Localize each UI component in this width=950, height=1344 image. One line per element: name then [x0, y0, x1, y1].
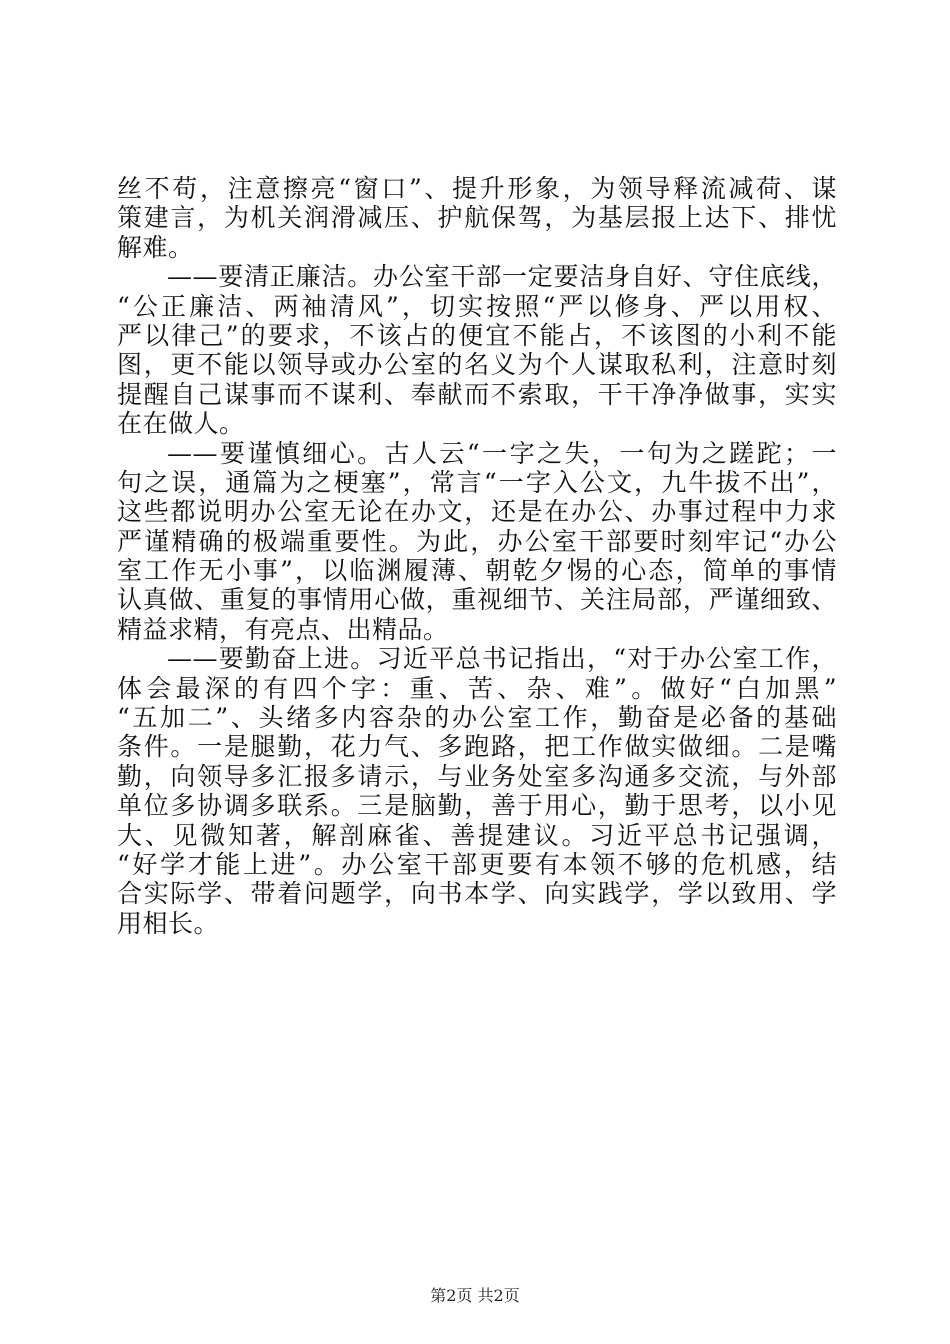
- text-line: “五加二”、头绪多内容杂的办公室工作，勤奋是必备的基础: [117, 703, 837, 733]
- text-line: 合实际学、带着问题学，向书本学、向实践学，学以致用、学: [117, 879, 837, 909]
- text-line: 室工作无小事”，以临渊履薄、朝乾夕惕的心态，简单的事情: [117, 556, 837, 586]
- text-line: “好学才能上进”。办公室干部更要有本领不够的危机感，结: [117, 849, 837, 879]
- document-body: [117, 174, 837, 938]
- text-line: 图，更不能以领导或办公室的名义为个人谋取私利，注意时刻: [117, 350, 837, 380]
- text-line: 认真做、重复的事情用心做，重视细节、关注局部，严谨细致、: [117, 585, 837, 615]
- text-line: 句之误，通篇为之梗塞”，常言“一字入公文，九牛拔不出”，: [117, 467, 837, 497]
- text-line: 严谨精确的极端重要性。为此，办公室干部要时刻牢记“办公: [117, 526, 837, 556]
- paragraph-start-line: ——要清正廉洁。办公室干部一定要洁身自好、守住底线，: [167, 262, 837, 292]
- page-number-footer: 第2页 共2页: [430, 1286, 520, 1305]
- paragraph-start-line: ——要谨慎细心。古人云“一字之失，一句为之蹉跎；一: [167, 438, 837, 468]
- text-line: 解难。: [117, 232, 194, 262]
- text-line: 严以律己”的要求，不该占的便宜不能占，不该图的小利不能: [117, 320, 837, 350]
- text-line: 丝不苟，注意擦亮“窗口”、提升形象，为领导释流减荷、谋: [117, 174, 837, 203]
- paragraph-start-line: ——要勤奋上进。习近平总书记指出，“对于办公室工作，: [167, 644, 837, 674]
- text-line: 提醒自己谋事而不谋利、奉献而不索取，干干净净做事，实实: [117, 379, 837, 409]
- text-line: 用相长。: [117, 908, 220, 938]
- text-line: 这些都说明办公室无论在办文，还是在办公、办事过程中力求: [117, 497, 837, 527]
- text-line: 在在做人。: [117, 409, 245, 439]
- text-line: 精益求精，有亮点、出精品。: [117, 614, 449, 644]
- text-line: 大、见微知著，解剖麻雀、善提建议。习近平总书记强调，: [117, 820, 837, 850]
- text-line: 单位多协调多联系。三是脑勤，善于用心，勤于思考，以小见: [117, 791, 837, 821]
- text-line: 条件。一是腿勤，花力气、多跑路，把工作做实做细。二是嘴: [117, 732, 837, 762]
- text-line: 勤，向领导多汇报多请示，与业务处室多沟通多交流，与外部: [117, 761, 837, 791]
- text-line: 策建言，为机关润滑减压、护航保驾，为基层报上达下、排忧: [117, 203, 837, 233]
- text-line: “公正廉洁、两袖清风”，切实按照“严以修身、严以用权、: [117, 291, 837, 321]
- text-line: 体会最深的有四个字：重、苦、杂、难”。做好“白加黑”: [117, 673, 837, 703]
